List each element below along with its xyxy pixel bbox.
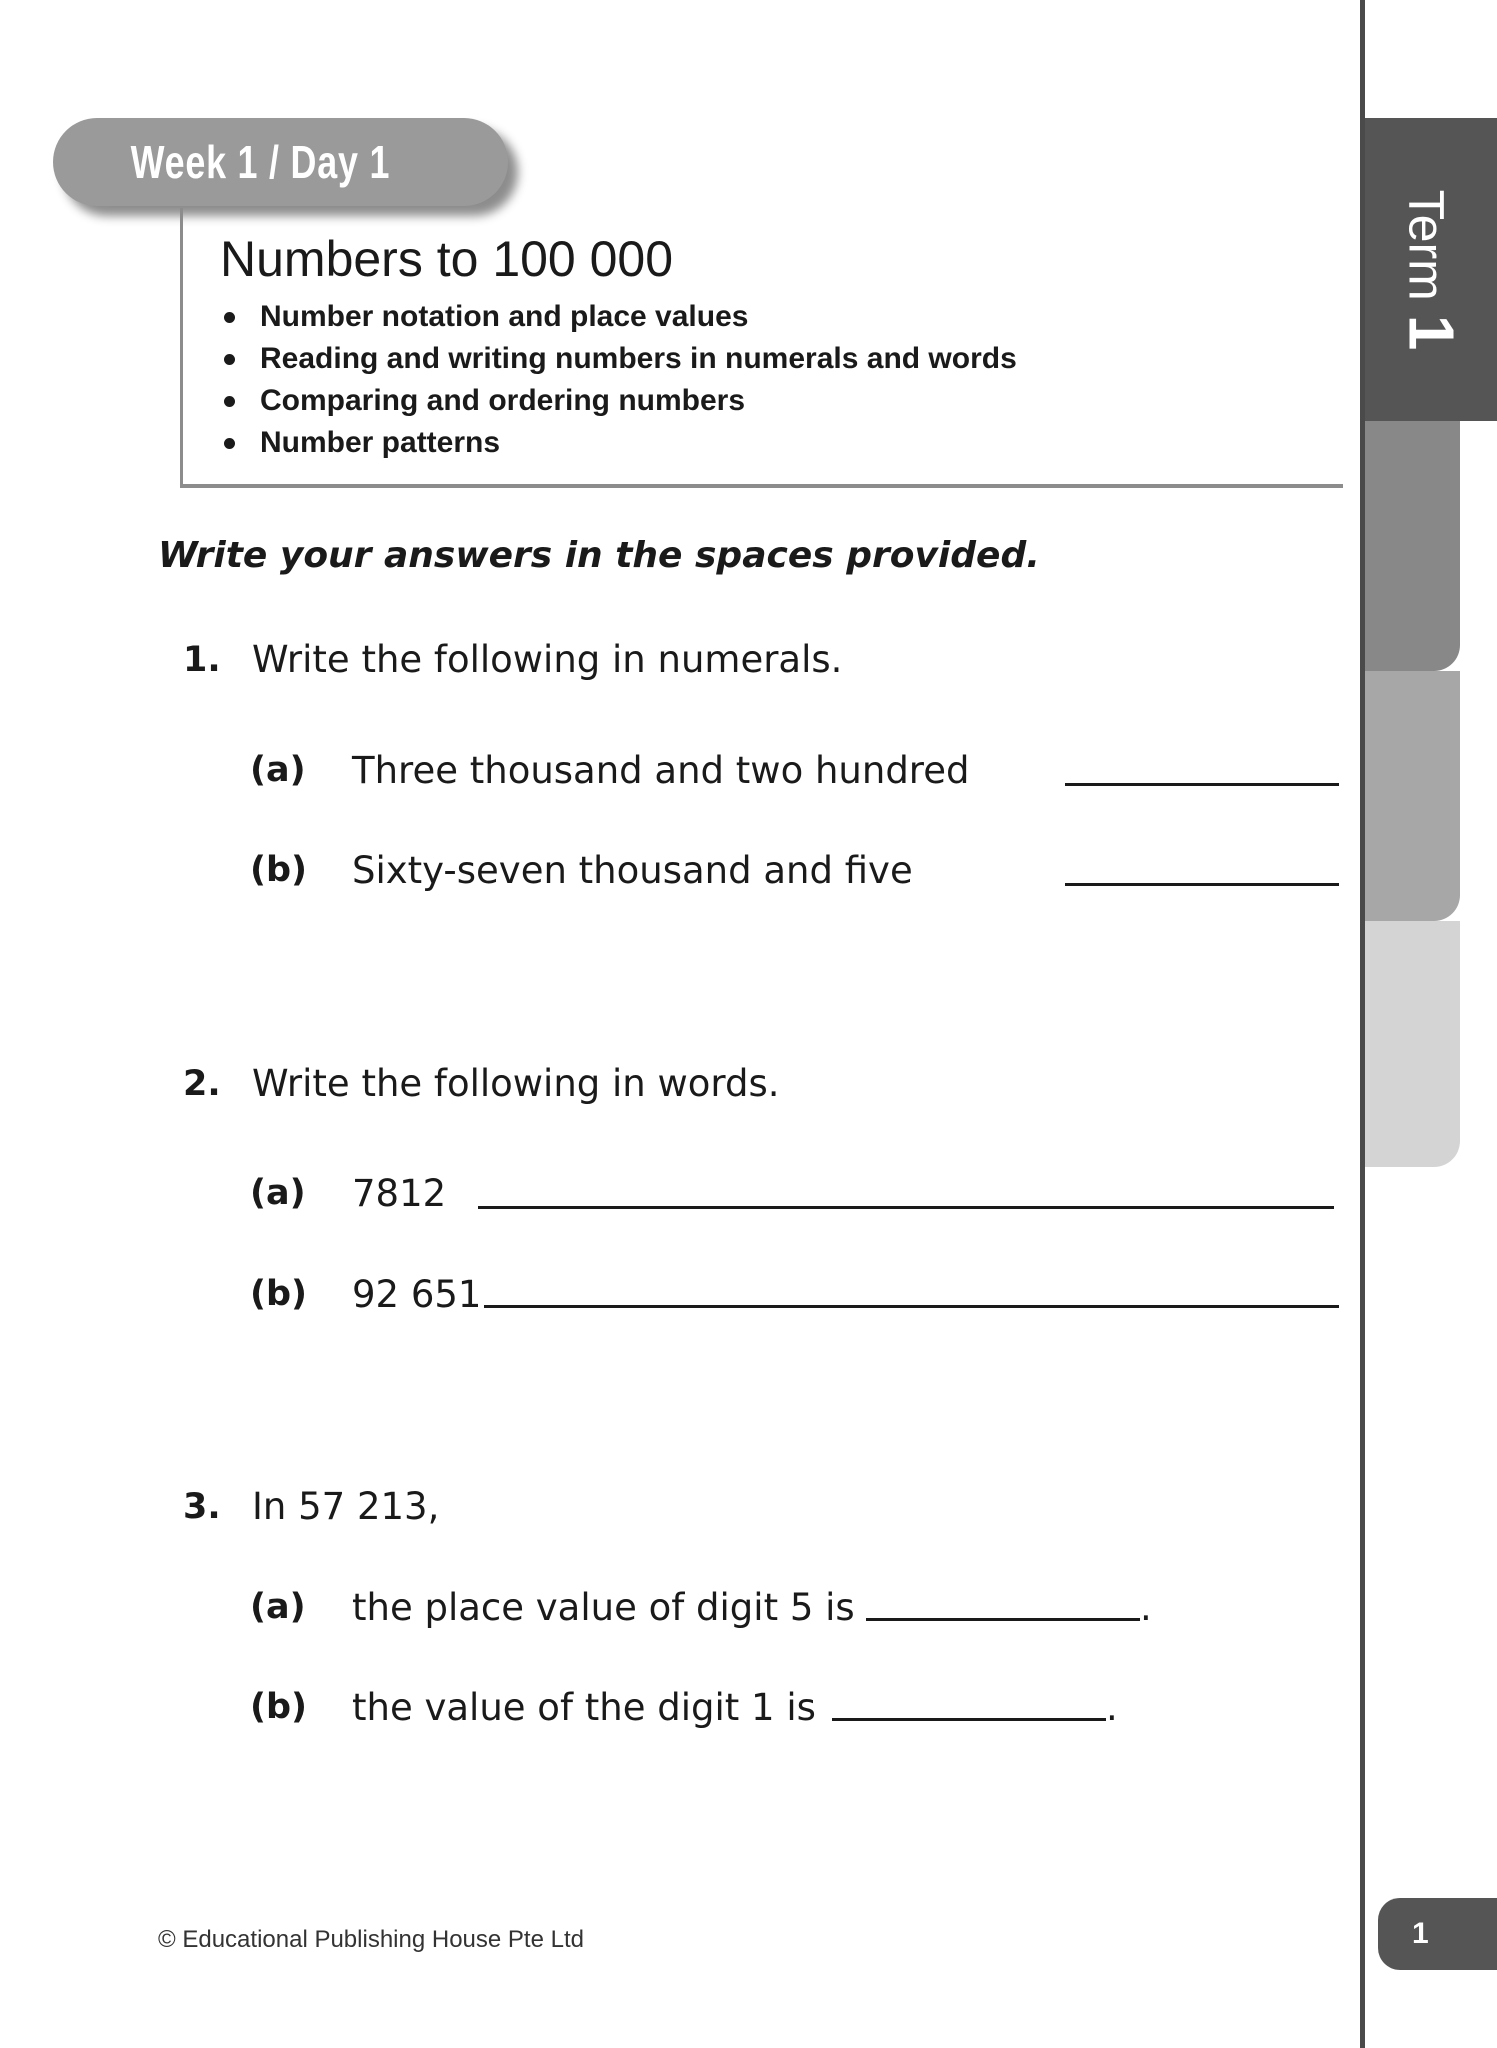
topic-list: [220, 296, 1017, 464]
question-2b-label: (b): [250, 1274, 308, 1314]
page-number-badge: [1378, 1898, 1497, 1970]
answer-blank-2a[interactable]: [478, 1206, 1334, 1209]
answer-blank-1b[interactable]: [1065, 883, 1339, 886]
question-3b-text: the value of the digit 1 is: [352, 1686, 816, 1729]
copyright-notice: © Educational Publishing House Pte Ltd: [158, 1926, 584, 1953]
question-3a-label: (a): [250, 1587, 306, 1627]
page-number: 1: [1412, 1917, 1429, 1950]
question-2-prompt: Write the following in words.: [252, 1062, 780, 1105]
question-2b-text: 92 651: [352, 1273, 482, 1316]
question-1-number: 1.: [183, 640, 221, 680]
topic-point: Reading and writing numbers in numerals and words: [220, 338, 1017, 380]
question-3-number: 3.: [183, 1487, 221, 1527]
side-tab-2: [1365, 421, 1460, 671]
answer-blank-2b[interactable]: [484, 1305, 1339, 1308]
question-3b-label: (b): [250, 1687, 308, 1727]
instruction: Write your answers in the spaces provided.: [158, 535, 1040, 576]
question-1a-label: (a): [250, 750, 306, 790]
week-day-label: Week 1 / Day 1: [130, 136, 391, 188]
answer-blank-3b[interactable]: [832, 1718, 1106, 1721]
answer-blank-3a[interactable]: [866, 1618, 1140, 1621]
question-3-prompt: In 57 213,: [252, 1485, 440, 1528]
term-number: 1: [1395, 314, 1468, 351]
term-word: Term: [1398, 189, 1455, 301]
topic-point: Number patterns: [220, 422, 1017, 464]
side-tab-3: [1365, 671, 1460, 921]
question-1-prompt: Write the following in numerals.: [252, 638, 843, 681]
question-1a-text: Three thousand and two hundred: [352, 749, 970, 792]
question-3a-period: .: [1140, 1586, 1152, 1629]
question-1b-text: Sixty-seven thousand and five: [352, 849, 913, 892]
topic-point: Comparing and ordering numbers: [220, 380, 1017, 422]
week-day-badge: [53, 118, 508, 206]
topic-title: Numbers to 100 000: [220, 231, 674, 287]
question-1b-label: (b): [250, 850, 308, 890]
question-2-number: 2.: [183, 1064, 221, 1104]
topic-point: Number notation and place values: [220, 296, 1017, 338]
term-label: [1366, 180, 1497, 360]
question-2a-label: (a): [250, 1173, 306, 1213]
side-tab-4: [1365, 921, 1460, 1167]
question-3a-text: the place value of digit 5 is: [352, 1586, 855, 1629]
question-3b-period: .: [1106, 1686, 1118, 1729]
answer-blank-1a[interactable]: [1065, 783, 1339, 786]
question-2a-text: 7812: [352, 1172, 447, 1215]
